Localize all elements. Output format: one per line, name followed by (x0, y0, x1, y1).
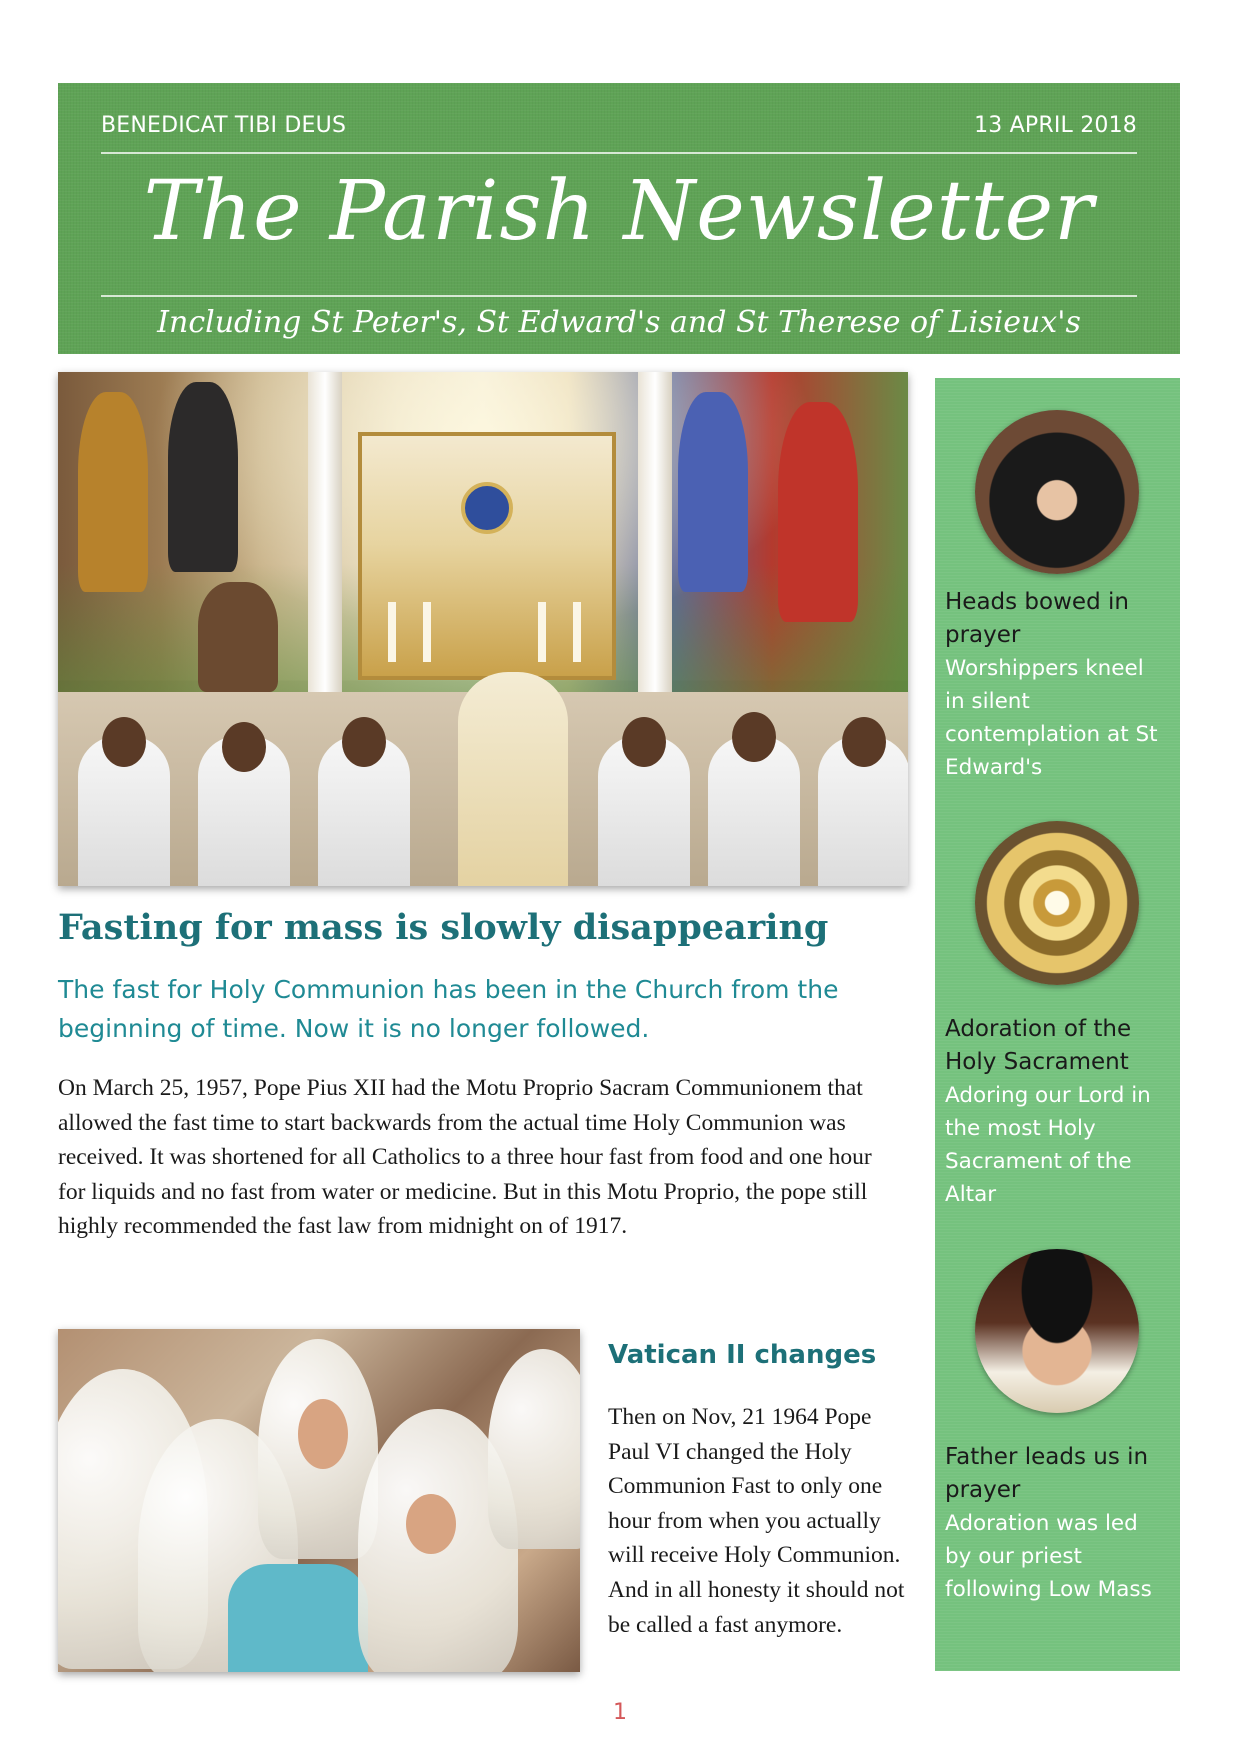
banner-top-line (101, 113, 1137, 138)
mural-figure (78, 392, 148, 592)
server-head (732, 712, 776, 762)
sidebar-caption: Adoring our Lord in the most Holy Sacrament of the Altar (945, 1083, 1151, 1207)
mural-figure (778, 402, 858, 622)
lead-standfirst: The fast for Holy Communion has been in the Church from the beginning of time. Now it is no longer followed. (58, 975, 839, 1043)
banner-divider-top (101, 152, 1137, 154)
lead-body: On March 25, 1957, Pope Pius XII had the Motu Proprio Sacram Communionem that allowed the fast time to start backwards from the actual time Holy Communion was received. It was shortened for all Catholics to a three hour fast from food and one hour for liquids and no fast from water or medicine. But in this Motu Proprio, the pope still highly recommended the fast law from midnight on of 1917. (58, 1075, 872, 1239)
sidebar-title: Adoration of the Holy Sacrament (945, 1016, 1132, 1075)
altar-mass-photo (58, 372, 908, 886)
sidebar-caption: Adoration was led by our priest following Low Mass (945, 1511, 1152, 1602)
page-number: 1 (613, 1700, 627, 1725)
banner-divider-bottom (101, 295, 1137, 297)
altar-emblem (461, 482, 513, 534)
altar-column-right (638, 372, 672, 692)
altar-column-left (308, 372, 342, 692)
nun-praying-photo (975, 410, 1139, 574)
mural-figure (678, 392, 748, 592)
sidebar-caption: Worshippers kneel in silent contemplation at St Edward's (945, 656, 1158, 780)
masthead-subtitle: Including St Peter's, St Edward's and St Therese of Lisieux's (157, 305, 1081, 340)
second-headline: Vatican II changes (608, 1340, 877, 1370)
sidebar-title: Father leads us in prayer (945, 1444, 1149, 1503)
monstrance-photo (975, 821, 1139, 985)
server-head (102, 717, 146, 767)
candle (388, 602, 396, 662)
mural-figure (198, 582, 278, 692)
worshipper-face (406, 1494, 456, 1554)
newsletter-banner (58, 83, 1180, 354)
lead-headline: Fasting for mass is slowly disappearing (58, 907, 829, 948)
mural-figure (168, 382, 238, 572)
worshipper-shirt (228, 1564, 368, 1672)
candle (573, 602, 581, 662)
photo-sidebar (935, 378, 1180, 1671)
veiled-worshippers-photo (58, 1329, 580, 1672)
server-head (842, 717, 886, 767)
priest-photo (975, 1249, 1139, 1413)
masthead-title: The Parish Newsletter (143, 164, 1095, 259)
second-body: Then on Nov, 21 1964 Pope Paul VI changed the Holy Communion Fast to only one hour from when you actually will receive Holy Communion. And in all honesty it should not be called a fast anymore. (608, 1404, 905, 1638)
server-head (222, 722, 266, 772)
banner-date: 13 APRIL 2018 (974, 113, 1137, 138)
sidebar-title: Heads bowed in prayer (945, 589, 1129, 648)
server-head (622, 717, 666, 767)
priest-figure (458, 672, 568, 886)
candle (423, 602, 431, 662)
candle (538, 602, 546, 662)
server-head (342, 717, 386, 767)
worshipper-face (298, 1399, 348, 1469)
veil (488, 1349, 580, 1549)
banner-motto: BENEDICAT TIBI DEUS (101, 113, 347, 138)
